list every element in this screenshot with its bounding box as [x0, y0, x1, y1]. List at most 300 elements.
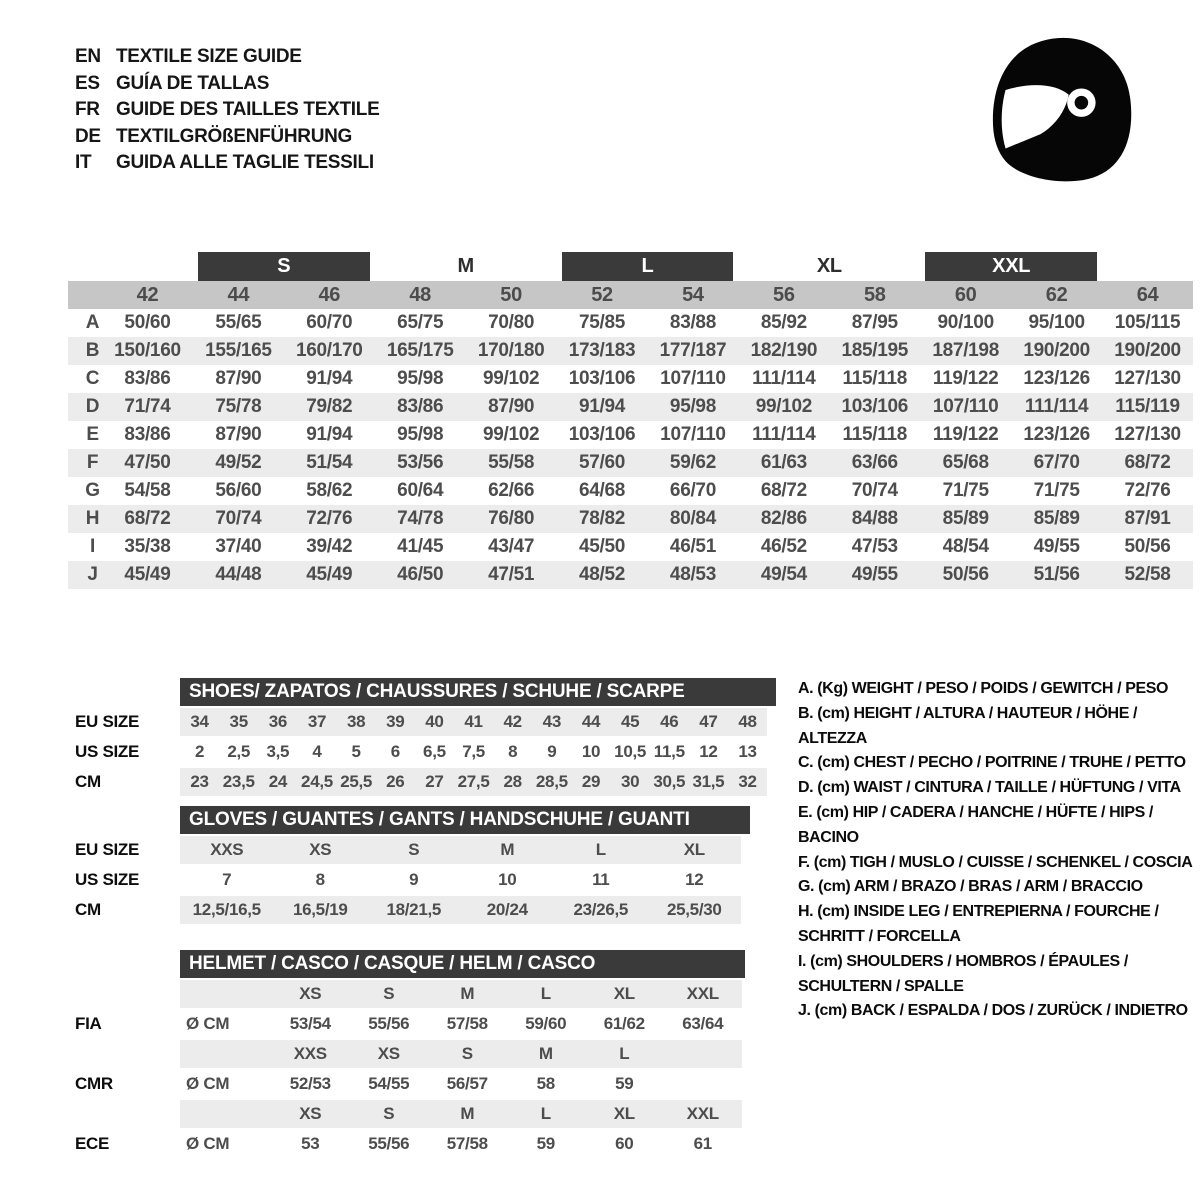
- measure-cell: 47/53: [851, 536, 898, 557]
- size-cell: 38: [346, 712, 366, 731]
- measure-cell: 72/76: [306, 508, 353, 529]
- helmet-value-cell: 61/62: [603, 1014, 645, 1033]
- size-cell: 25,5/30: [666, 900, 722, 919]
- row-letter: C: [85, 368, 100, 389]
- section-row: [75, 768, 776, 796]
- measure-cell: 68/72: [1124, 452, 1171, 473]
- legend-item: C. (cm) CHEST / PECHO / POITRINE / TRUHE / PETTO: [798, 754, 1186, 772]
- measure-cell: 85/89: [942, 508, 989, 529]
- size-cell: L: [595, 840, 606, 859]
- size-cell: 3,5: [266, 742, 290, 761]
- size-column-header: 54: [682, 284, 704, 306]
- row-letter: J: [87, 564, 98, 585]
- measure-cell: 70/80: [488, 312, 535, 333]
- helmet-section: [75, 950, 745, 1158]
- helmet-size-cell: S: [383, 984, 395, 1003]
- section-row: [75, 836, 750, 864]
- size-cell: 36: [268, 712, 287, 731]
- size-cell: 12: [699, 742, 718, 761]
- language-row: [75, 150, 379, 177]
- size-column-header: 46: [318, 284, 341, 306]
- size-cell: 10: [581, 742, 601, 761]
- size-cell: 2: [194, 742, 205, 761]
- measure-cell: 177/187: [659, 340, 727, 361]
- measure-cell: 83/86: [397, 396, 444, 417]
- measure-cell: 72/76: [1124, 480, 1171, 501]
- size-cell: 39: [386, 712, 405, 731]
- measure-cell: 79/82: [306, 396, 353, 417]
- measure-cell: 60/70: [306, 312, 353, 333]
- measure-cell: 57/60: [579, 452, 626, 473]
- measure-cell: 44/48: [215, 564, 262, 585]
- legend-item: I. (cm) SHOULDERS / HOMBROS / ÉPAULES / SCHULTERN / SPALLE: [798, 952, 1128, 995]
- measure-row-H: [68, 505, 1193, 533]
- row-cells: [180, 768, 767, 796]
- measure-cell: 37/40: [215, 536, 262, 557]
- size-cell: 10: [498, 870, 517, 889]
- size-cell: 6,5: [423, 742, 446, 761]
- measure-cell: 46/50: [397, 564, 444, 585]
- size-cell: 48: [738, 712, 757, 731]
- measure-cell: 65/75: [397, 312, 444, 333]
- helmet-size-cell: XXS: [293, 1044, 327, 1063]
- measure-cell: 91/94: [306, 424, 353, 445]
- size-cell: 32: [738, 772, 757, 791]
- size-cell: 12: [685, 870, 704, 889]
- legend-item: G. (cm) ARM / BRAZO / BRAS / ARM / BRACCIO: [798, 878, 1143, 896]
- measure-cell: 43/47: [488, 536, 535, 557]
- size-cell: 28: [503, 772, 522, 791]
- measure-cell: 52/58: [1124, 564, 1171, 585]
- measure-cell: 91/94: [579, 396, 626, 417]
- helmet-size-cell: XS: [299, 1104, 322, 1123]
- measure-cell: 155/165: [205, 340, 272, 361]
- size-group-label: XL: [816, 255, 842, 277]
- size-group-XXL: [920, 252, 1102, 281]
- size-cell: 12,5/16,5: [192, 900, 261, 919]
- measure-cell: 55/58: [488, 452, 535, 473]
- measure-cell: 87/90: [488, 396, 535, 417]
- size-cell: XS: [309, 840, 332, 859]
- helmet-sizes-row: [75, 1100, 745, 1128]
- measure-cell: 64/68: [579, 480, 626, 501]
- row-cells: [180, 1130, 742, 1158]
- language-row: [75, 71, 379, 98]
- row-label: EU SIZE: [75, 712, 140, 731]
- row-cells: [180, 1100, 742, 1128]
- size-cell: 6: [390, 742, 400, 761]
- size-group-empty: [1102, 252, 1193, 281]
- size-group-XL: [738, 252, 920, 281]
- gloves-section: [75, 806, 750, 924]
- measure-cell: 111/114: [752, 424, 816, 445]
- language-title: GUIDA ALLE TAGLIE TESSILI: [116, 152, 374, 174]
- size-column-header: 48: [409, 284, 432, 306]
- row-label: EU SIZE: [75, 840, 140, 859]
- helmet-size-cell: M: [460, 984, 475, 1003]
- language-code: IT: [75, 152, 92, 174]
- size-cell: 31,5: [692, 772, 725, 791]
- section-row: [75, 896, 750, 924]
- size-group-spacer: [68, 252, 102, 281]
- measure-cell: 87/90: [215, 368, 262, 389]
- legend-item: A. (Kg) WEIGHT / PESO / POIDS / GEWITCH / PESO: [798, 680, 1169, 697]
- row-cells: [180, 836, 741, 864]
- helmet-value-cell: 63/64: [682, 1014, 724, 1033]
- size-cell: 30,5: [653, 772, 686, 791]
- row-letter: A: [85, 312, 100, 333]
- measure-cell: 62/66: [488, 480, 535, 501]
- row-label: CM: [75, 772, 101, 791]
- size-cell: 25,5: [340, 772, 373, 791]
- measure-cell: 95/100: [1028, 312, 1085, 333]
- measure-cell: 123/126: [1023, 424, 1090, 445]
- measure-cell: 51/56: [1033, 564, 1080, 585]
- size-column-header: 58: [863, 284, 886, 306]
- helmet-sizes-row: [75, 980, 745, 1008]
- measure-cell: 173/183: [568, 340, 636, 361]
- row-cells: [180, 866, 741, 894]
- measure-cell: 48/54: [942, 536, 989, 557]
- measure-cell: 107/110: [660, 424, 726, 445]
- measure-cell: 83/86: [124, 368, 171, 389]
- size-number-header-row: [68, 281, 1193, 309]
- measure-cell: 99/102: [482, 368, 540, 389]
- size-cell: 11: [592, 870, 610, 889]
- standard-label: ECE: [75, 1134, 110, 1153]
- legend-item: F. (cm) TIGH / MUSLO / CUISSE / SCHENKEL / COSCIA: [798, 853, 1193, 871]
- row-label: US SIZE: [75, 742, 140, 761]
- language-row: [75, 97, 379, 124]
- measure-cell: 190/200: [1114, 340, 1181, 361]
- measure-cell: 75/85: [579, 312, 626, 333]
- measure-row-C: [68, 365, 1193, 393]
- measure-cell: 63/66: [851, 452, 898, 473]
- legend-item: E. (cm) HIP / CADERA / HANCHE / HÜFTE / HIPS / BACINO: [798, 803, 1153, 846]
- measure-cell: 46/52: [760, 536, 807, 557]
- language-title: TEXTILGRÖßENFÜHRUNG: [116, 125, 353, 147]
- language-code: FR: [75, 99, 100, 121]
- measure-cell: 49/55: [1033, 536, 1080, 557]
- size-cell: 13: [738, 742, 757, 761]
- measure-cell: 119/122: [932, 368, 999, 389]
- measure-cell: 190/200: [1023, 340, 1090, 361]
- measure-cell: 65/68: [942, 452, 989, 473]
- measure-cell: 45/49: [124, 564, 171, 585]
- row-letter: H: [85, 508, 100, 529]
- standard-label: CMR: [75, 1074, 113, 1093]
- measure-cell: 115/119: [1115, 396, 1180, 417]
- measure-cell: 90/100: [937, 312, 994, 333]
- measure-cell: 49/52: [215, 452, 262, 473]
- helmet-value-cell: 60: [615, 1134, 634, 1153]
- size-cell: 42: [503, 712, 522, 731]
- size-group-empty: [102, 252, 193, 281]
- measure-cell: 49/55: [851, 564, 898, 585]
- size-column-header: 52: [591, 284, 613, 306]
- shoes-section: [75, 678, 776, 796]
- measure-cell: 107/110: [932, 396, 999, 417]
- measure-cell: 49/54: [760, 564, 807, 585]
- size-cell: 7: [222, 870, 232, 889]
- size-cell: 27: [425, 772, 444, 791]
- measure-cell: 50/56: [942, 564, 989, 585]
- row-label-empty: [75, 980, 180, 1008]
- helmet-size-cell: XL: [613, 984, 635, 1003]
- measure-cell: 115/118: [842, 424, 908, 445]
- measure-cell: 59/62: [669, 452, 716, 473]
- size-cell: 27,5: [457, 772, 490, 791]
- size-cell: 23,5: [222, 772, 255, 791]
- measure-cell: 83/88: [669, 312, 716, 333]
- helmet-value-cell: 59/60: [525, 1014, 567, 1033]
- measure-cell: 51/54: [306, 452, 353, 473]
- size-cell: 28,5: [535, 772, 568, 791]
- measure-cell: 82/86: [760, 508, 807, 529]
- size-cell: 46: [660, 712, 679, 731]
- helmet-value-cell: 55/56: [368, 1134, 410, 1153]
- helmet-size-cell: [664, 1040, 743, 1068]
- size-column-header: 62: [1045, 284, 1068, 306]
- measure-cell: 160/170: [295, 340, 363, 361]
- measure-cell: 95/98: [397, 424, 444, 445]
- helmet-size-cell: XS: [299, 984, 322, 1003]
- helmet-values-row: [75, 1130, 745, 1158]
- measure-row-I: [68, 533, 1193, 561]
- row-letter: E: [86, 424, 99, 445]
- measure-cell: 119/122: [932, 424, 999, 445]
- diameter-unit: Ø CM: [186, 1014, 230, 1033]
- measure-cell: 47/50: [124, 452, 171, 473]
- measure-cell: 111/114: [1024, 396, 1089, 417]
- measure-cell: 48/52: [579, 564, 626, 585]
- size-cell: 9: [547, 742, 557, 761]
- row-cells: [180, 1070, 742, 1098]
- legend-item: H. (cm) INSIDE LEG / ENTREPIERNA / FOURCHE / SCHRITT / FORCELLA: [798, 903, 1159, 945]
- measure-cell: 80/84: [669, 508, 716, 529]
- section-row: [75, 738, 776, 766]
- row-cells: [180, 1010, 742, 1038]
- size-cell: 30: [620, 772, 640, 791]
- size-group-L: [557, 252, 739, 281]
- measure-row-E: [68, 421, 1193, 449]
- measure-cell: 47/51: [488, 564, 535, 585]
- size-cell: XXS: [210, 840, 244, 859]
- unit-spacer: [180, 1100, 271, 1128]
- measure-cell: 54/58: [124, 480, 171, 501]
- helmet-value-cell: 53: [301, 1134, 320, 1153]
- measure-cell: 60/64: [397, 480, 444, 501]
- size-cell: 23/26,5: [573, 900, 629, 919]
- measure-cell: 127/130: [1114, 368, 1181, 389]
- size-group-M: [375, 252, 557, 281]
- size-column-header: 64: [1136, 284, 1159, 306]
- measure-cell: 87/95: [851, 312, 898, 333]
- language-title: GUIDE DES TAILLES TEXTILE: [116, 99, 380, 121]
- measure-cell: 68/72: [760, 480, 807, 501]
- size-cell: 8: [508, 742, 518, 761]
- language-code: ES: [75, 72, 100, 94]
- helmet-size-cell: XS: [377, 1044, 400, 1063]
- language-list: [75, 44, 379, 177]
- helmet-value-cell: 56/57: [446, 1074, 488, 1093]
- size-cell: 26: [386, 772, 405, 791]
- helmet-value-cell: 54/55: [368, 1074, 410, 1093]
- size-column-header: 50: [500, 284, 522, 306]
- measure-cell: 45/49: [306, 564, 353, 585]
- measure-cell: 105/115: [1114, 312, 1181, 333]
- measure-cell: 107/110: [660, 368, 726, 389]
- helmet-sizes-row: [75, 1040, 745, 1068]
- helmet-size-cell: XXL: [686, 1104, 719, 1123]
- size-cell: 37: [307, 712, 327, 731]
- measurement-legend: [798, 677, 1200, 1024]
- measure-cell: 91/94: [306, 368, 353, 389]
- size-cell: S: [408, 840, 420, 859]
- measure-cell: 48/53: [669, 564, 716, 585]
- measure-cell: 85/89: [1033, 508, 1080, 529]
- row-cells: [180, 738, 767, 766]
- measure-row-B: [68, 337, 1193, 365]
- language-title: GUÍA DE TALLAS: [116, 72, 270, 94]
- helmet-size-cell: L: [619, 1044, 630, 1063]
- helmet-value-cell: 52/53: [289, 1074, 331, 1093]
- measure-cell: 58/62: [306, 480, 353, 501]
- helmet-value-cell: [664, 1070, 743, 1098]
- row-label-empty: [75, 1040, 180, 1068]
- measure-cell: 61/63: [760, 452, 807, 473]
- size-cell: XL: [683, 840, 705, 859]
- size-cell: 16,5/19: [292, 900, 348, 919]
- size-column-header: 60: [954, 284, 977, 306]
- size-cell: 41: [464, 712, 483, 731]
- row-letter: D: [85, 396, 100, 417]
- size-cell: 47: [699, 712, 718, 731]
- measure-cell: 70/74: [851, 480, 898, 501]
- measure-cell: 182/190: [750, 340, 818, 361]
- helmet-value-cell: 53/54: [289, 1014, 331, 1033]
- measure-cell: 46/51: [669, 536, 716, 557]
- measure-cell: 170/180: [477, 340, 545, 361]
- gloves-title-bar: GLOVES / GUANTES / GANTS / HANDSCHUHE / GUANTI: [180, 806, 750, 834]
- measure-cell: 165/175: [386, 340, 454, 361]
- helmet-size-cell: XL: [613, 1104, 635, 1123]
- size-cell: 4: [312, 742, 322, 761]
- measure-cell: 123/126: [1023, 368, 1090, 389]
- size-cell: 23: [190, 772, 209, 791]
- measure-cell: 95/98: [669, 396, 716, 417]
- helmet-size-cell: L: [540, 984, 551, 1003]
- measure-cell: 127/130: [1114, 424, 1181, 445]
- size-cell: 44: [581, 712, 601, 731]
- helmet-value-cell: 59: [536, 1134, 555, 1153]
- size-cell: 45: [620, 712, 640, 731]
- racing-helmet-icon: [983, 30, 1145, 188]
- legend-item: D. (cm) WAIST / CINTURA / TAILLE / HÜFTUNG / VITA: [798, 779, 1181, 797]
- legend-item: B. (cm) HEIGHT / ALTURA / HAUTEUR / HÖHE / ALTEZZA: [798, 704, 1138, 747]
- diameter-unit: Ø CM: [186, 1074, 230, 1093]
- row-label: US SIZE: [75, 870, 140, 889]
- row-letter: B: [85, 340, 100, 361]
- measure-cell: 111/114: [752, 368, 816, 389]
- measure-cell: 35/38: [124, 536, 171, 557]
- measure-cell: 45/50: [579, 536, 626, 557]
- helmet-value-cell: 57/58: [446, 1014, 488, 1033]
- measure-cell: 71/74: [124, 396, 171, 417]
- size-group-label: L: [562, 252, 734, 281]
- measure-cell: 67/70: [1033, 452, 1080, 473]
- language-code: DE: [75, 125, 101, 147]
- size-column-header: 56: [773, 284, 795, 306]
- helmet-size-cell: L: [540, 1104, 551, 1123]
- measure-cell: 99/102: [755, 396, 813, 417]
- size-cell: 2,5: [227, 742, 251, 761]
- row-cells: [180, 980, 742, 1008]
- helmet-value-cell: 58: [536, 1074, 555, 1093]
- measure-cell: 66/70: [669, 480, 716, 501]
- measure-cell: 55/65: [215, 312, 262, 333]
- size-group-S: [193, 252, 375, 281]
- row-cells: [180, 1040, 742, 1068]
- size-cell: 5: [351, 742, 361, 761]
- language-code: EN: [75, 46, 101, 68]
- size-group-row: [68, 252, 1193, 281]
- measure-row-F: [68, 449, 1193, 477]
- helmet-size-cell: S: [383, 1104, 395, 1123]
- language-row: [75, 124, 379, 151]
- row-letter: G: [85, 480, 100, 501]
- measure-row-J: [68, 561, 1193, 589]
- size-cell: 10,5: [614, 742, 647, 761]
- measure-cell: 41/45: [397, 536, 444, 557]
- measure-cell: 84/88: [851, 508, 898, 529]
- measure-cell: 103/106: [568, 424, 636, 445]
- section-row: [75, 708, 776, 736]
- measure-cell: 50/56: [1124, 536, 1171, 557]
- main-size-table: [68, 252, 1193, 589]
- size-cell: 24,5: [301, 772, 333, 791]
- size-cell: M: [500, 840, 515, 859]
- measure-cell: 185/195: [841, 340, 909, 361]
- row-cells: [180, 708, 767, 736]
- measure-cell: 78/82: [579, 508, 626, 529]
- size-cell: 35: [229, 712, 248, 731]
- measure-cell: 76/80: [488, 508, 535, 529]
- measure-row-G: [68, 477, 1193, 505]
- helmet-value-cell: 61: [693, 1134, 712, 1153]
- measure-cell: 70/74: [215, 508, 262, 529]
- band-spacer: [68, 281, 102, 309]
- measure-cell: 75/78: [215, 396, 262, 417]
- row-letter: F: [86, 452, 99, 473]
- measure-cell: 115/118: [842, 368, 908, 389]
- measure-cell: 103/106: [568, 368, 636, 389]
- size-cell: 11,5: [653, 742, 685, 761]
- measure-cell: 50/60: [124, 312, 171, 333]
- diameter-unit: Ø CM: [186, 1134, 230, 1153]
- measure-cell: 187/198: [932, 340, 999, 361]
- measure-cell: 71/75: [1033, 480, 1080, 501]
- measure-cell: 95/98: [397, 368, 444, 389]
- size-group-label: M: [457, 255, 474, 277]
- size-cell: 8: [315, 870, 325, 889]
- measure-cell: 68/72: [124, 508, 171, 529]
- measure-cell: 83/86: [124, 424, 171, 445]
- helmet-values-row: [75, 1010, 745, 1038]
- size-group-label: XXL: [925, 252, 1097, 281]
- language-row: [75, 44, 379, 71]
- measure-cell: 56/60: [215, 480, 262, 501]
